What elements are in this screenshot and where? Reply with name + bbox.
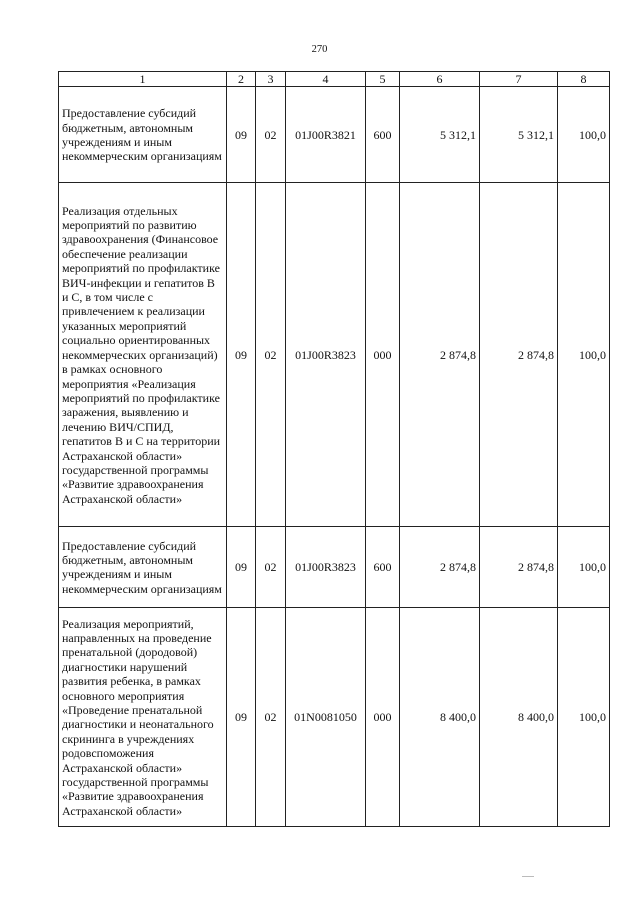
budget-table: [58, 71, 610, 827]
table-row: [59, 87, 610, 183]
subsection-code: 02: [256, 183, 286, 527]
table-row: [59, 527, 610, 608]
table-row: [59, 608, 610, 827]
executed-amount: 8 400,0: [480, 608, 558, 827]
column-header: 2: [227, 72, 256, 87]
column-header: 5: [366, 72, 400, 87]
row-description: Реализация отдельных мероприятий по развитию здравоохранения (Финансовое обеспечение реализации мероприятий по профилактике ВИЧ-инфекции и гепатитов В и С, в том числе с привлечением к реализации указанных мероприятий социально ориентированных некоммерческих организаций) в рамках основного мероприятия «Реализация мероприятий по профилактике заражения, выявлению и лечению ВИЧ/СПИД, гепатитов В и С на территории Астраханской области» государственной программы «Развитие здравоохранения Астраханской области»: [59, 183, 227, 527]
expense-type-code: 600: [366, 87, 400, 183]
executed-amount: 2 874,8: [480, 183, 558, 527]
scan-mark: [522, 876, 534, 877]
expense-type-code: 000: [366, 608, 400, 827]
column-header: 7: [480, 72, 558, 87]
section-code: 09: [227, 183, 256, 527]
expense-type-code: 000: [366, 183, 400, 527]
section-code: 09: [227, 527, 256, 608]
target-item-code: 01J00R3823: [286, 183, 366, 527]
executed-amount: 2 874,8: [480, 527, 558, 608]
execution-percent: 100,0: [558, 527, 610, 608]
approved-amount: 2 874,8: [400, 527, 480, 608]
table-row: [59, 183, 610, 527]
execution-percent: 100,0: [558, 608, 610, 827]
approved-amount: 8 400,0: [400, 608, 480, 827]
target-item-code: 01N0081050: [286, 608, 366, 827]
approved-amount: 2 874,8: [400, 183, 480, 527]
column-header: 3: [256, 72, 286, 87]
section-code: 09: [227, 608, 256, 827]
approved-amount: 5 312,1: [400, 87, 480, 183]
subsection-code: 02: [256, 608, 286, 827]
page-number: 270: [311, 44, 328, 55]
row-description: Реализация мероприятий, направленных на проведение пренатальной (дородовой) диагностики нарушений развития ребенка, в рамках основного мероприятия «Проведение пренатальной диагностики и неонатального скрининга в учреждениях родовспоможения Астраханской области» государственной программы «Развитие здравоохранения Астраханской области»: [59, 608, 227, 827]
column-header: 8: [558, 72, 610, 87]
row-description: Предоставление субсидий бюджетным, автономным учреждениям и иным некоммерческим организациям: [59, 527, 227, 608]
target-item-code: 01J00R3821: [286, 87, 366, 183]
subsection-code: 02: [256, 527, 286, 608]
execution-percent: 100,0: [558, 183, 610, 527]
execution-percent: 100,0: [558, 87, 610, 183]
subsection-code: 02: [256, 87, 286, 183]
executed-amount: 5 312,1: [480, 87, 558, 183]
column-header: 4: [286, 72, 366, 87]
table-header-row: [59, 72, 610, 87]
section-code: 09: [227, 87, 256, 183]
row-description: Предоставление субсидий бюджетным, автономным учреждениям и иным некоммерческим организациям: [59, 87, 227, 183]
target-item-code: 01J00R3823: [286, 527, 366, 608]
column-header: 1: [59, 72, 227, 87]
expense-type-code: 600: [366, 527, 400, 608]
column-header: 6: [400, 72, 480, 87]
